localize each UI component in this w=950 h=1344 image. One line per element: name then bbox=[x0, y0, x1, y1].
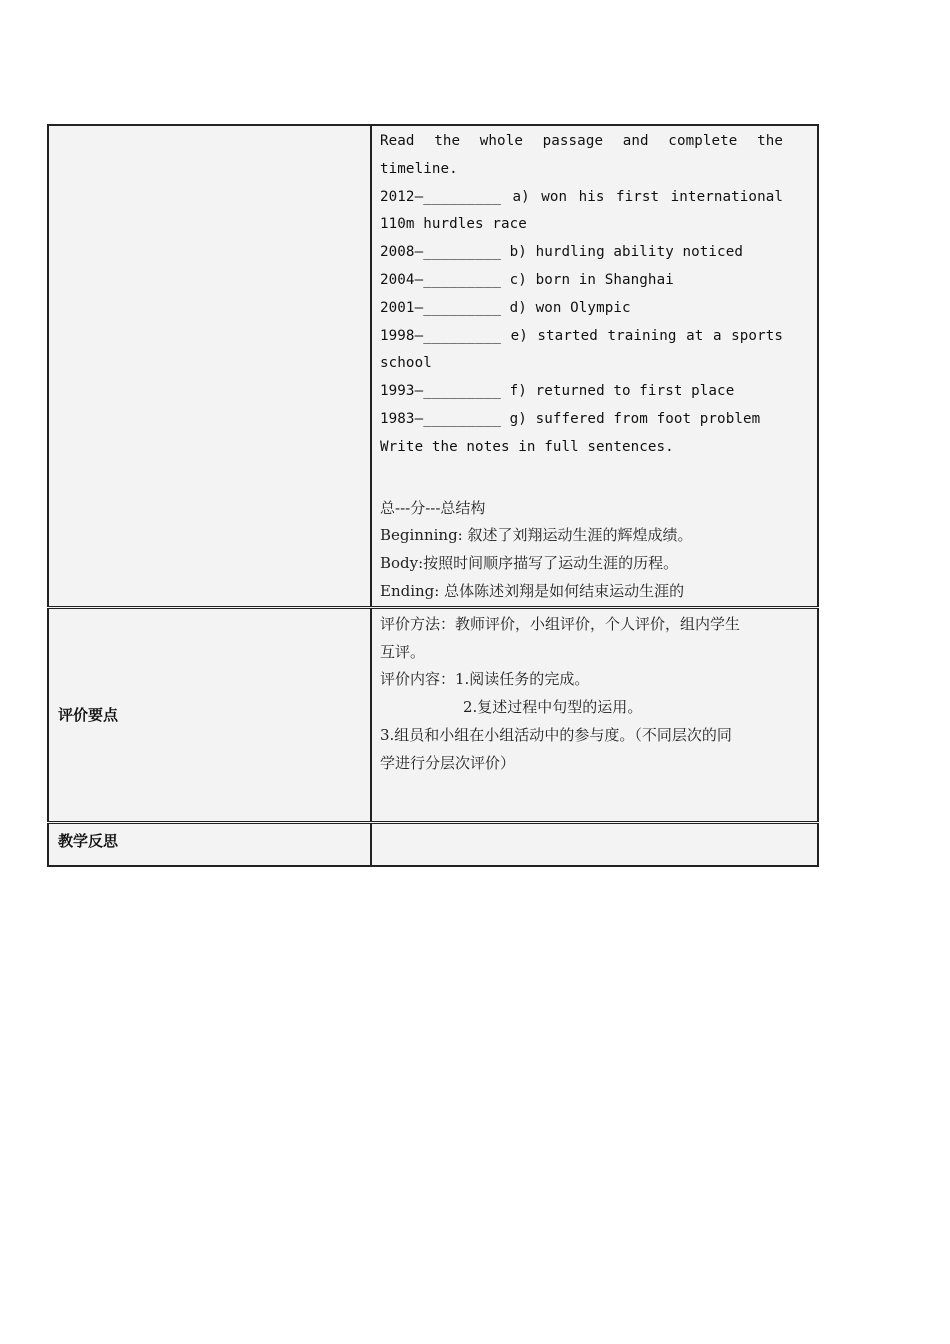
structure-body: Body:按照时间顺序描写了运动生涯的历程。 bbox=[380, 554, 679, 573]
instruction-line-2: timeline. bbox=[380, 160, 458, 177]
timeline-blank: —_________ bbox=[414, 244, 501, 261]
evaluation-label: 评价要点 bbox=[58, 706, 119, 725]
timeline-blank: —_________ bbox=[414, 327, 501, 344]
task-content bbox=[372, 126, 817, 606]
evaluation-label-cell bbox=[48, 607, 371, 822]
reflection-label-cell bbox=[48, 822, 371, 866]
timeline-item-continued: 110m hurdles race bbox=[380, 216, 527, 233]
evaluation-content-line-4: 学进行分层次评价） bbox=[380, 753, 516, 772]
structure-title: 总---分---总结构 bbox=[380, 498, 486, 517]
evaluation-content-cell bbox=[371, 607, 818, 822]
timeline-item: 2004—_________ c) born in Shanghai bbox=[380, 271, 674, 288]
task-row-content-cell bbox=[371, 125, 818, 607]
spacer bbox=[380, 462, 783, 495]
task-row bbox=[48, 125, 818, 607]
evaluation-row bbox=[48, 607, 818, 822]
evaluation-method-line-2: 互评。 bbox=[380, 642, 426, 661]
structure-beginning: Beginning: 叙述了刘翔运动生涯的辉煌成绩。 bbox=[380, 526, 693, 545]
timeline-item: 1993—_________ f) returned to first place bbox=[380, 383, 735, 400]
write-notes-instruction: Write the notes in full sentences. bbox=[380, 438, 674, 455]
timeline-item: 2001—_________ d) won Olympic bbox=[380, 299, 631, 316]
instruction-line-1: Read the whole passage and complete the bbox=[380, 133, 783, 149]
evaluation-content-line-2: 2.复述过程中句型的运用。 bbox=[463, 698, 643, 717]
timeline-blank: —_________ bbox=[414, 271, 501, 288]
structure-ending: Ending: 总体陈述刘翔是如何结束运动生涯的 bbox=[380, 581, 685, 600]
task-row-label-cell bbox=[48, 125, 371, 607]
timeline-item-continued: school bbox=[380, 355, 432, 372]
reflection-content-cell bbox=[371, 822, 818, 866]
timeline-blank: —_________ bbox=[414, 188, 501, 205]
timeline-item: 1998—_________ e) started training at a sports bbox=[380, 327, 783, 344]
evaluation-content-line-1: 评价内容：1.阅读任务的完成。 bbox=[380, 670, 590, 689]
lesson-plan-table bbox=[47, 124, 819, 867]
reflection-row bbox=[48, 822, 818, 866]
reflection-label: 教学反思 bbox=[58, 831, 119, 850]
timeline-item: 1983—_________ g) suffered from foot problem bbox=[380, 410, 761, 427]
timeline-blank: —_________ bbox=[414, 383, 501, 400]
timeline-item: 2008—_________ b) hurdling ability noticed bbox=[380, 244, 743, 261]
evaluation-method-line-1: 评价方法：教师评价，小组评价，个人评价，组内学生 bbox=[380, 614, 741, 633]
evaluation-content-line-3: 3.组员和小组在小组活动中的参与度。（不同层次的同 bbox=[380, 725, 732, 744]
timeline-item: 2012—_________ a) won his first international bbox=[380, 188, 783, 205]
evaluation-content bbox=[372, 609, 817, 778]
timeline-blank: —_________ bbox=[414, 410, 501, 427]
timeline-blank: —_________ bbox=[414, 299, 501, 316]
reflection-content bbox=[372, 824, 817, 826]
